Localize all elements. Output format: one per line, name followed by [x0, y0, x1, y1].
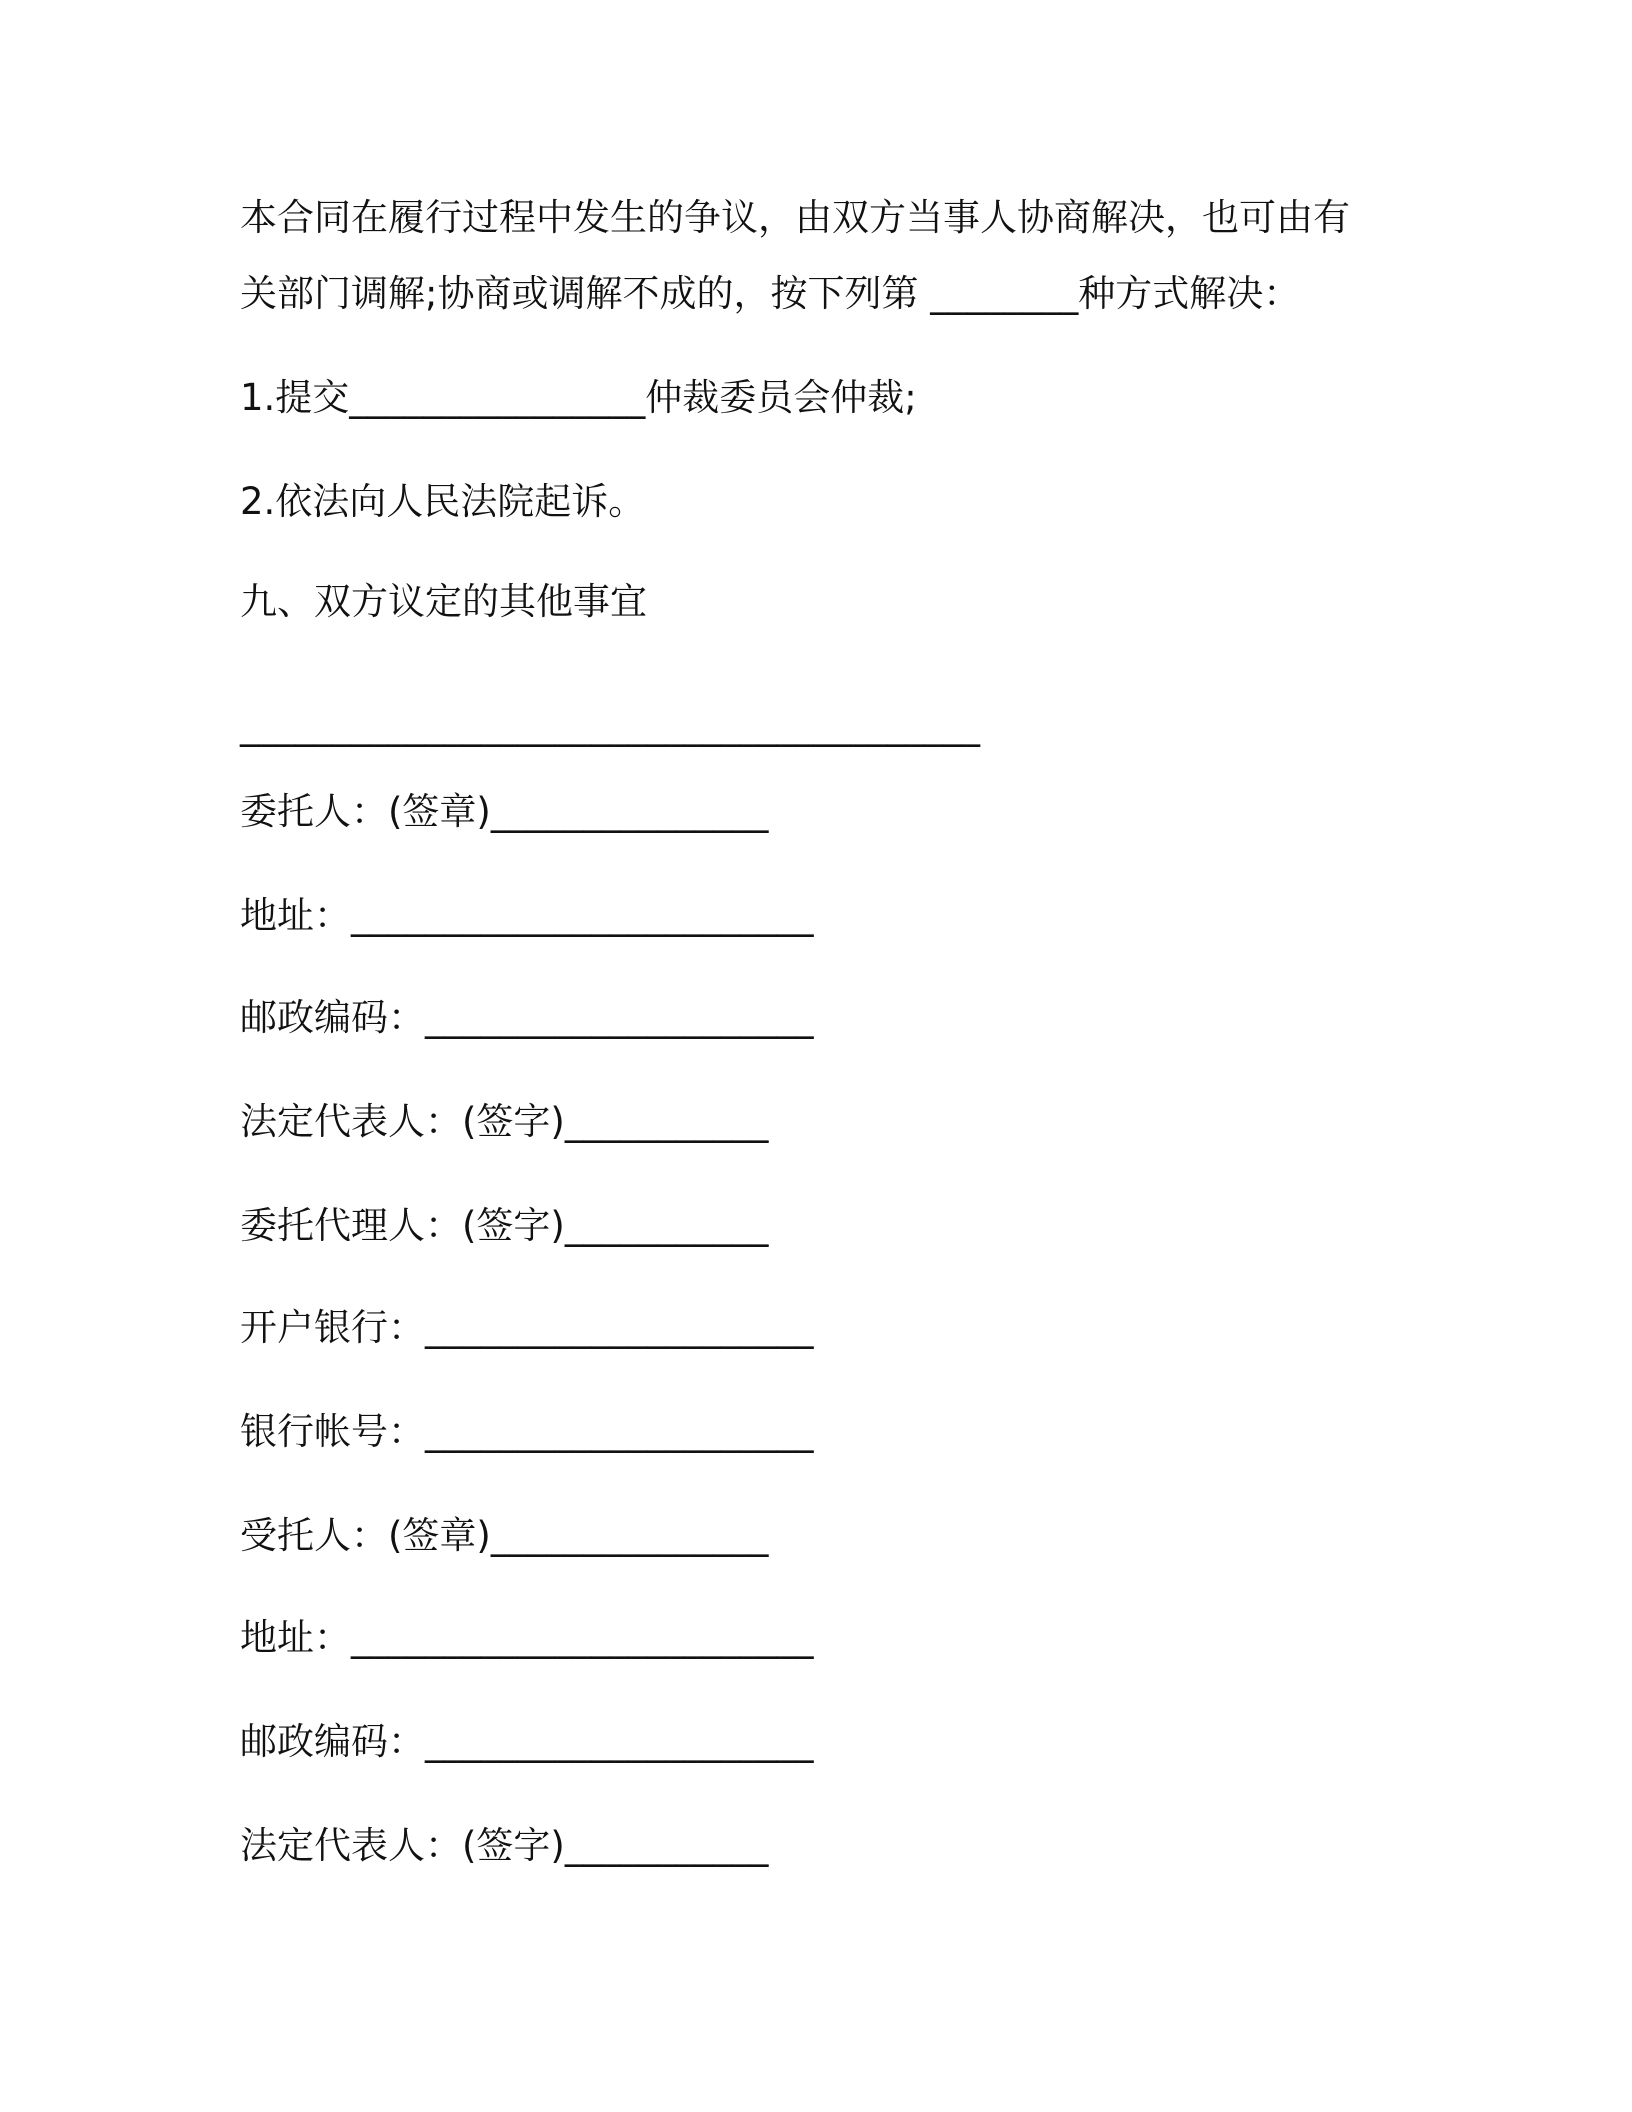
trustee-signature-line: 受托人：(签章)_______________: [240, 1514, 769, 1557]
client-bank-account-line: 银行帐号：_____________________: [240, 1410, 814, 1453]
client-postal-code-line: 邮政编码：_____________________: [240, 996, 814, 1039]
other-matters-blank: ________________________________________: [240, 704, 980, 747]
trustee-legal-representative-line: 法定代表人：(签字)___________: [240, 1824, 769, 1867]
dispute-paragraph-line-2: 关部门调解;协商或调解不成的，按下列第 ________种方式解决：: [240, 272, 1301, 315]
client-bank-line: 开户银行：_____________________: [240, 1306, 814, 1349]
client-signature-line: 委托人：(签章)_______________: [240, 790, 769, 833]
client-legal-representative-line: 法定代表人：(签字)___________: [240, 1100, 769, 1143]
client-authorized-agent-line: 委托代理人：(签字)___________: [240, 1204, 769, 1247]
trustee-postal-code-line: 邮政编码：_____________________: [240, 1720, 814, 1763]
option-arbitration: 1.提交________________仲裁委员会仲裁;: [240, 376, 917, 419]
trustee-address-line: 地址：_________________________: [240, 1616, 814, 1659]
option-litigation: 2.依法向人民法院起诉。: [240, 480, 646, 523]
section-nine-heading: 九、双方议定的其他事宜: [240, 580, 647, 623]
dispute-paragraph-line-1: 本合同在履行过程中发生的争议，由双方当事人协商解决，也可由有: [240, 196, 1350, 239]
client-address-line: 地址：_________________________: [240, 894, 814, 937]
